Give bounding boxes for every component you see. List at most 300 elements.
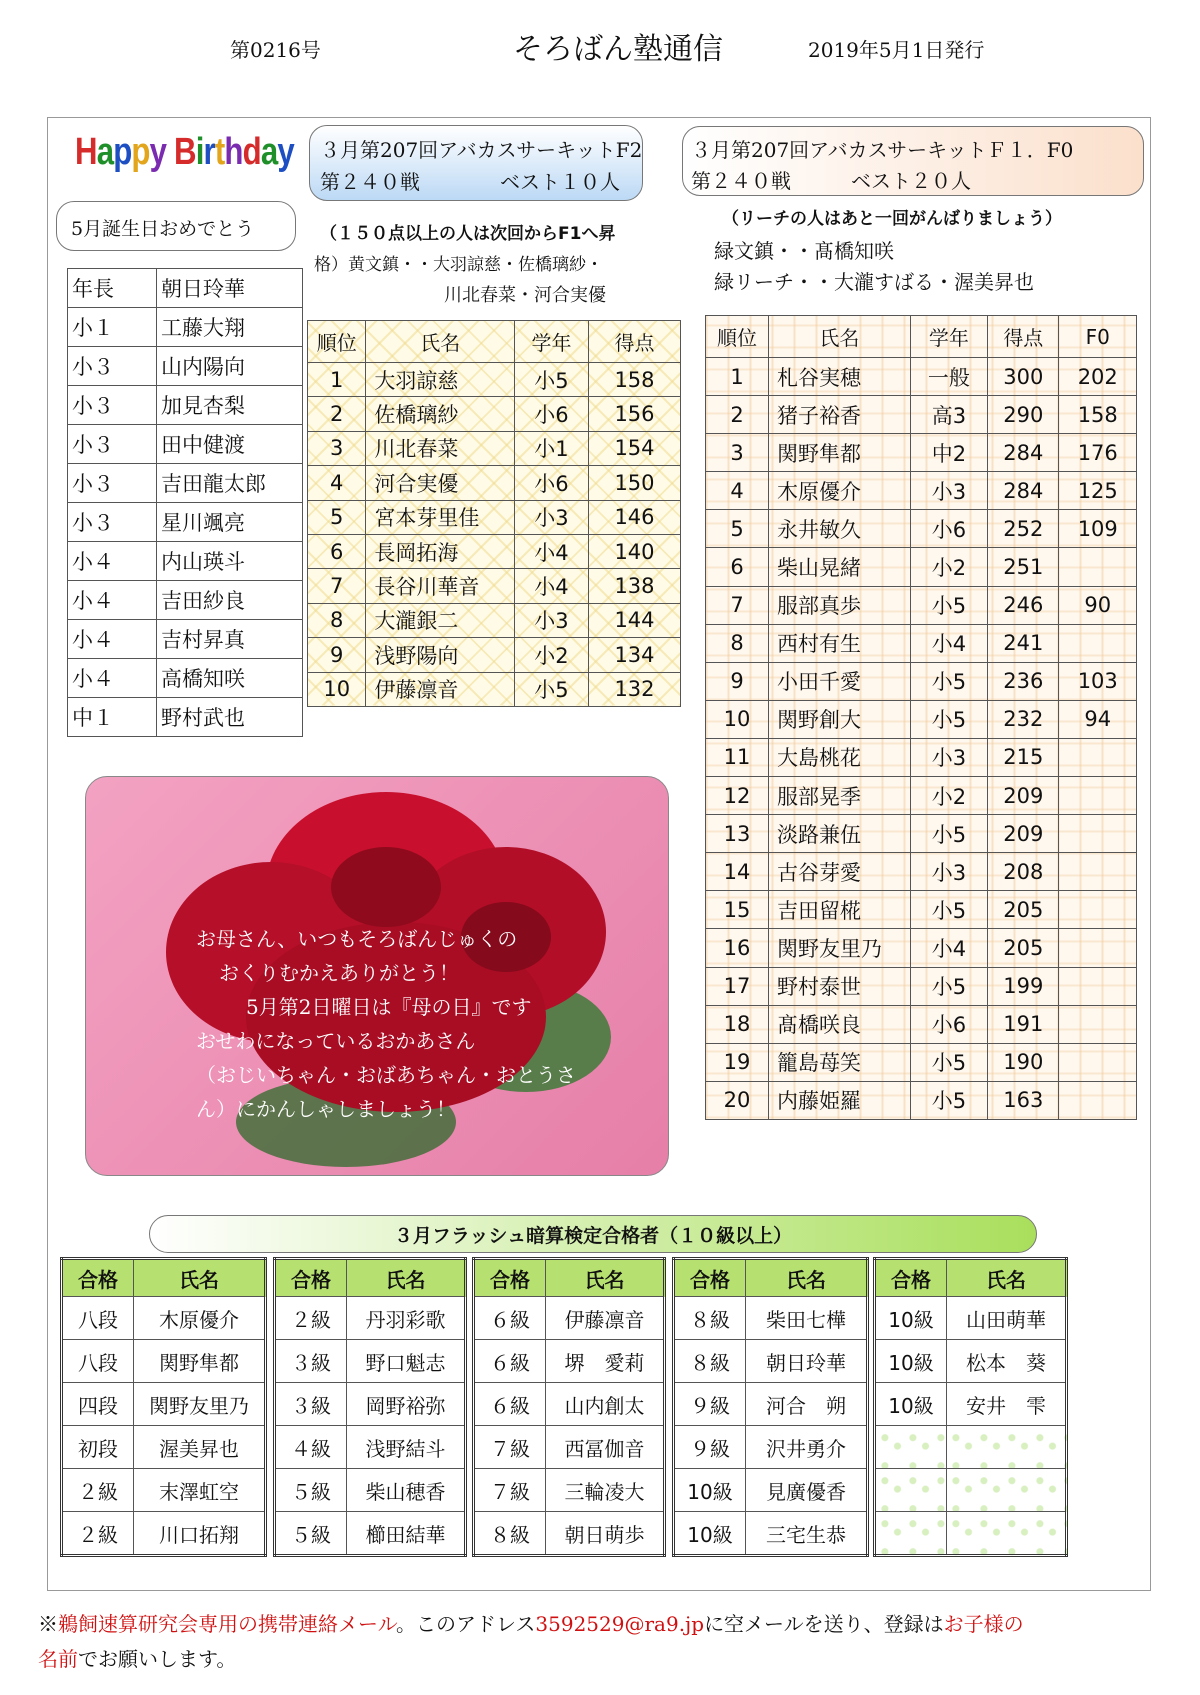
name-cell: 関野隼都 [769,434,911,472]
flash-title: ３月フラッシュ暗算検定合格者（１０級以上） [393,1225,793,1247]
footer-text-2: に空メールを送り、登録は [704,1612,944,1636]
flash-name-cell: 堺 愛莉 [546,1340,665,1383]
f0-cell: 125 [1059,472,1137,510]
flash-header-row [62,1259,266,1297]
logo-letter: i [195,131,204,173]
f0-cell: 103 [1059,662,1137,700]
name-cell: 古谷芽愛 [769,853,911,891]
flash-row [62,1512,266,1556]
flash-name-cell: 川口拓翔 [134,1512,266,1556]
f1-row [706,1081,1137,1119]
grade-cell: 小5 [515,672,589,706]
grade-cell: 小5 [515,363,589,397]
birthday-table [67,268,303,737]
issue-date: 2019年5月1日発行 [808,38,985,62]
f1-row [706,929,1137,967]
flash-name-cell: 浅野結斗 [347,1426,466,1469]
birthday-row [68,503,303,542]
grade-cell: 小6 [910,1005,988,1043]
f0-cell [1059,891,1137,929]
score-cell: 156 [588,397,680,431]
grade-cell: 小6 [515,466,589,500]
f2-row [308,397,681,431]
rank-cell: 7 [706,586,769,624]
f2-column-header: 得点 [588,321,680,363]
grade-cell: 小5 [910,891,988,929]
f1-title-line2: 第２４０戦 ベスト２０人 [691,169,971,193]
score-cell: 132 [588,672,680,706]
score-cell: 300 [988,358,1059,396]
flash-row [474,1469,665,1512]
flash-row [875,1340,1067,1383]
footer-note [38,1607,1168,1677]
birthday-caption: 5月誕生日おめでとう [71,218,255,240]
birthday-grade: 小４ [68,581,157,620]
flash-level-cell: ２級 [62,1469,134,1512]
rank-cell: 16 [706,929,769,967]
rank-cell: 9 [706,662,769,700]
flash-row [275,1426,466,1469]
f1-row [706,777,1137,815]
birthday-name: 吉村昇真 [157,620,303,659]
f1-row [706,815,1137,853]
flash-name-cell: 伊藤凛音 [546,1297,665,1340]
flash-header-row [875,1259,1067,1297]
f2-column-header: 学年 [515,321,589,363]
flash-name-cell: 関野友里乃 [134,1383,266,1426]
score-cell: 150 [588,466,680,500]
flash-name-cell: 末澤虹空 [134,1469,266,1512]
flash-column-header: 合格 [474,1259,546,1297]
rank-cell: 15 [706,891,769,929]
flash-level-cell [875,1469,947,1512]
f2-note-line2: 格）黄文鎮・・大羽諒慈・佐橋璃紗・ [314,255,603,275]
birthday-grade: 小３ [68,464,157,503]
rank-cell: 2 [706,396,769,434]
flash-row [875,1383,1067,1426]
f1-note-line3: 緑リーチ・・大瀧すばる・渥美昇也 [714,270,1034,294]
name-cell: 髙橋咲良 [769,1005,911,1043]
birthday-row [68,386,303,425]
name-cell: 宮本芽里佳 [366,500,515,534]
birthday-row [68,269,303,308]
flash-row [62,1426,266,1469]
flash-name-cell: 関野隼都 [134,1340,266,1383]
birthday-name: 山内陽向 [157,347,303,386]
footer-text-1: 。このアドレス [396,1612,536,1636]
score-cell: 146 [588,500,680,534]
name-cell: 淡路兼伍 [769,815,911,853]
flash-level-cell: ８級 [674,1297,746,1340]
grade-cell: 小3 [910,853,988,891]
flash-name-cell: 松本 葵 [947,1340,1067,1383]
rank-cell: 14 [706,853,769,891]
birthday-name: 星川颯亮 [157,503,303,542]
logo-letter: H [75,131,97,173]
flash-row [474,1426,665,1469]
f2-header-row [308,321,681,363]
score-cell: 199 [988,967,1059,1005]
footer-highlight-1: お子様の [943,1612,1024,1636]
name-cell: 大島桃花 [769,738,911,776]
f1-row [706,967,1137,1005]
flash-level-cell [875,1426,947,1469]
page-title: そろばん塾通信 [513,32,723,67]
flash-row [474,1340,665,1383]
logo-letter: a [96,131,114,173]
flash-name-cell: 三宅生恭 [746,1512,868,1556]
f2-row [308,431,681,465]
birthday-name: 吉田紗良 [157,581,303,620]
score-cell: 252 [988,510,1059,548]
rank-cell: 13 [706,815,769,853]
f2-title-box [309,125,643,201]
f2-row [308,672,681,706]
logo-letter: y [149,131,167,173]
birthday-grade: 小３ [68,425,157,464]
flash-level-cell: ５級 [275,1512,347,1556]
grade-cell: 小5 [910,586,988,624]
f0-cell [1059,624,1137,662]
grade-cell: 一般 [910,358,988,396]
rank-cell: 1 [706,358,769,396]
rank-cell: 6 [706,548,769,586]
name-cell: 佐橋璃紗 [366,397,515,431]
flash-level-cell: ３級 [275,1340,347,1383]
flash-column-header: 合格 [62,1259,134,1297]
flash-row [674,1469,868,1512]
f1-header-row [706,316,1137,358]
f1-row [706,358,1137,396]
mothers-day-line5: （おじいちゃん・おばあちゃん・おとうさ [196,1063,576,1087]
f1-note-line1: （リーチの人はあと一回がんばりましょう） [722,209,1062,229]
flash-name-cell: 山内創太 [546,1383,665,1426]
mothers-day-line3: 5月第2日曜日は『母の日』です [246,995,532,1019]
flash-row [875,1426,1067,1469]
score-cell: 140 [588,534,680,568]
f2-note-line1: （１５０点以上の人は次回からF1へ昇 [320,224,616,244]
logo-letter: p [113,131,132,173]
grade-cell: 小5 [910,1081,988,1119]
flash-level-cell: ９級 [674,1383,746,1426]
birthday-name: 吉田龍太郎 [157,464,303,503]
grade-cell: 高3 [910,396,988,434]
f1-row [706,624,1137,662]
birthday-caption-box [56,201,296,251]
rank-cell: 2 [308,397,366,431]
flash-name-cell [947,1426,1067,1469]
flash-column-header: 氏名 [746,1259,868,1297]
flash-row [875,1512,1067,1556]
flash-level-cell: 10級 [674,1512,746,1556]
flash-row [674,1512,868,1556]
flash-row [62,1297,266,1340]
flash-level-cell: 10級 [875,1340,947,1383]
f1-row [706,548,1137,586]
mothers-day-line2: おくりむかえありがとう！ [219,961,459,985]
flash-level-cell [875,1512,947,1556]
flash-title-box [149,1215,1037,1253]
f1-row [706,1043,1137,1081]
f2-note-line3: 川北春菜・河合実優 [444,285,606,306]
flash-level-cell: ９級 [674,1426,746,1469]
birthday-name: 朝日玲華 [157,269,303,308]
f0-cell: 176 [1059,434,1137,472]
flash-row [275,1340,466,1383]
name-cell: 大瀧銀二 [366,603,515,637]
logo-letter: d [242,131,261,173]
f0-cell: 90 [1059,586,1137,624]
name-cell: 永井敏久 [769,510,911,548]
flash-level-cell: 八段 [62,1340,134,1383]
birthday-row [68,659,303,698]
rank-cell: 8 [308,603,366,637]
score-cell: 191 [988,1005,1059,1043]
flash-row [275,1512,466,1556]
logo-letter: t [214,131,225,173]
grade-cell: 小5 [910,700,988,738]
name-cell: 関野友里乃 [769,929,911,967]
rank-cell: 1 [308,363,366,397]
f0-cell [1059,1005,1137,1043]
rank-cell: 3 [706,434,769,472]
flash-name-cell: 岡野裕弥 [347,1383,466,1426]
rank-cell: 9 [308,638,366,672]
birthday-grade: 小１ [68,308,157,347]
flash-column-header: 氏名 [546,1259,665,1297]
footer-email[interactable]: 3592529@ra9.jp [535,1612,705,1636]
rank-cell: 5 [308,500,366,534]
flash-level-cell: ７級 [474,1469,546,1512]
f0-cell [1059,853,1137,891]
f1-title-box [682,126,1144,196]
flash-level-cell: ４級 [275,1426,347,1469]
f0-cell [1059,1081,1137,1119]
flash-table [672,1257,869,1557]
flash-name-cell: 柴山穂香 [347,1469,466,1512]
flash-name-cell [947,1469,1067,1512]
flash-name-cell: 河合 朔 [746,1383,868,1426]
flash-name-cell: 西冨伽音 [546,1426,665,1469]
flash-column-header: 合格 [875,1259,947,1297]
flash-level-cell: ２級 [62,1512,134,1556]
grade-cell: 小3 [515,500,589,534]
logo-letter: r [203,131,215,173]
f2-row [308,500,681,534]
flash-row [674,1340,868,1383]
f1-row [706,738,1137,776]
flash-level-cell: 10級 [875,1297,947,1340]
flash-name-cell: 木原優介 [134,1297,266,1340]
f1-row [706,1005,1137,1043]
name-cell: 浅野陽向 [366,638,515,672]
rank-cell: 7 [308,569,366,603]
name-cell: 吉田留椛 [769,891,911,929]
birthday-grade: 中１ [68,698,157,737]
flash-level-cell: ３級 [275,1383,347,1426]
happy-birthday-logo [75,131,294,174]
birthday-name: 野村武也 [157,698,303,737]
grade-cell: 小2 [515,638,589,672]
f1-column-header: 得点 [988,316,1059,358]
f1-title-line1: ３月第207回アバカスサーキットＦ１．F0 [691,138,1074,162]
rank-cell: 10 [706,700,769,738]
birthday-row [68,698,303,737]
footer-mark: ※ [38,1612,58,1636]
f1-column-header: 氏名 [769,316,911,358]
birthday-row [68,464,303,503]
flash-name-cell: 見廣優香 [746,1469,868,1512]
mothers-day-line1: お母さん、いつもそろばんじゅくの [196,927,518,951]
birthday-name: 高橋知咲 [157,659,303,698]
logo-letter: p [131,131,150,173]
score-cell: 251 [988,548,1059,586]
score-cell: 215 [988,738,1059,776]
name-cell: 籠島苺笑 [769,1043,911,1081]
logo-letter: h [224,131,243,173]
name-cell: 小田千愛 [769,662,911,700]
flash-table [273,1257,467,1557]
f0-cell [1059,777,1137,815]
score-cell: 284 [988,434,1059,472]
f1-row [706,472,1137,510]
flash-level-cell: ６級 [474,1297,546,1340]
flash-name-cell: 丹羽彩歌 [347,1297,466,1340]
score-cell: 138 [588,569,680,603]
flash-level-cell: ７級 [474,1426,546,1469]
f1-row [706,700,1137,738]
score-cell: 241 [988,624,1059,662]
f2-title-line1: ３月第207回アバカスサーキットF2 [320,138,643,162]
grade-cell: 小4 [515,569,589,603]
flash-row [875,1469,1067,1512]
flash-name-cell [947,1512,1067,1556]
score-cell: 236 [988,662,1059,700]
grade-cell: 小4 [910,624,988,662]
flash-level-cell: 10級 [875,1383,947,1426]
flash-table [472,1257,666,1557]
flash-row [474,1512,665,1556]
flash-name-cell: 渥美昇也 [134,1426,266,1469]
name-cell: 伊藤凛音 [366,672,515,706]
f1-column-header: 学年 [910,316,988,358]
name-cell: 服部晃季 [769,777,911,815]
rank-cell: 19 [706,1043,769,1081]
flash-row [674,1383,868,1426]
flash-level-cell: 初段 [62,1426,134,1469]
birthday-grade: 小３ [68,386,157,425]
f1-row [706,396,1137,434]
f0-cell: 202 [1059,358,1137,396]
grade-cell: 小5 [910,662,988,700]
birthday-row [68,308,303,347]
f0-cell [1059,738,1137,776]
grade-cell: 小5 [910,815,988,853]
f0-cell [1059,815,1137,853]
birthday-grade: 小３ [68,347,157,386]
birthday-grade: 小３ [68,503,157,542]
grade-cell: 小5 [910,967,988,1005]
f2-ranking-table [307,320,681,707]
flash-name-cell: 三輪凌大 [546,1469,665,1512]
grade-cell: 小3 [515,603,589,637]
f2-title-line2: 第２４０戦 ベスト１０人 [320,170,620,194]
flash-header-row [275,1259,466,1297]
flash-name-cell: 朝日玲華 [746,1340,868,1383]
grade-cell: 小4 [515,534,589,568]
score-cell: 134 [588,638,680,672]
birthday-name: 田中健渡 [157,425,303,464]
grade-cell: 小6 [910,510,988,548]
f2-column-header: 順位 [308,321,366,363]
logo-letter: a [260,131,278,173]
f2-row [308,603,681,637]
name-cell: 西村有生 [769,624,911,662]
flash-level-cell: ６級 [474,1383,546,1426]
name-cell: 服部真歩 [769,586,911,624]
f2-column-header: 氏名 [366,321,515,363]
birthday-grade: 年長 [68,269,157,308]
rank-cell: 11 [706,738,769,776]
flash-row [62,1383,266,1426]
flash-name-cell: 沢井勇介 [746,1426,868,1469]
score-cell: 208 [988,853,1059,891]
f1-row [706,662,1137,700]
flash-row [275,1383,466,1426]
grade-cell: 小1 [515,431,589,465]
birthday-name: 工藤大翔 [157,308,303,347]
birthday-row [68,425,303,464]
score-cell: 154 [588,431,680,465]
f0-cell: 94 [1059,700,1137,738]
logo-letter: B [174,131,196,173]
footer-text-3: でお願いします。 [78,1647,237,1671]
grade-cell: 小2 [910,777,988,815]
flash-level-cell: ８級 [474,1512,546,1556]
f1-ranking-table [705,315,1137,1120]
flash-row [674,1426,868,1469]
grade-cell: 小3 [910,738,988,776]
f1-row [706,510,1137,548]
score-cell: 284 [988,472,1059,510]
birthday-grade: 小４ [68,620,157,659]
birthday-row [68,581,303,620]
flash-row [875,1297,1067,1340]
name-cell: 木原優介 [769,472,911,510]
flash-level-cell: ８級 [674,1340,746,1383]
score-cell: 158 [588,363,680,397]
flash-table [873,1257,1068,1557]
flash-level-cell: 四段 [62,1383,134,1426]
flash-level-cell: 10級 [674,1469,746,1512]
grade-cell: 中2 [910,434,988,472]
flash-row [474,1383,665,1426]
flash-row [275,1469,466,1512]
flash-row [62,1469,266,1512]
rank-cell: 3 [308,431,366,465]
rank-cell: 17 [706,967,769,1005]
mothers-day-line6: ん）にかんしゃしましょう！ [196,1097,456,1121]
birthday-row [68,620,303,659]
flash-name-cell: 野口魁志 [347,1340,466,1383]
birthday-grade: 小４ [68,659,157,698]
rank-cell: 12 [706,777,769,815]
score-cell: 209 [988,815,1059,853]
rank-cell: 18 [706,1005,769,1043]
flash-column-header: 氏名 [347,1259,466,1297]
footer-contact-label: 鵜飼速算研究会専用の携帯連絡メール [58,1612,396,1636]
flash-level-cell: 八段 [62,1297,134,1340]
